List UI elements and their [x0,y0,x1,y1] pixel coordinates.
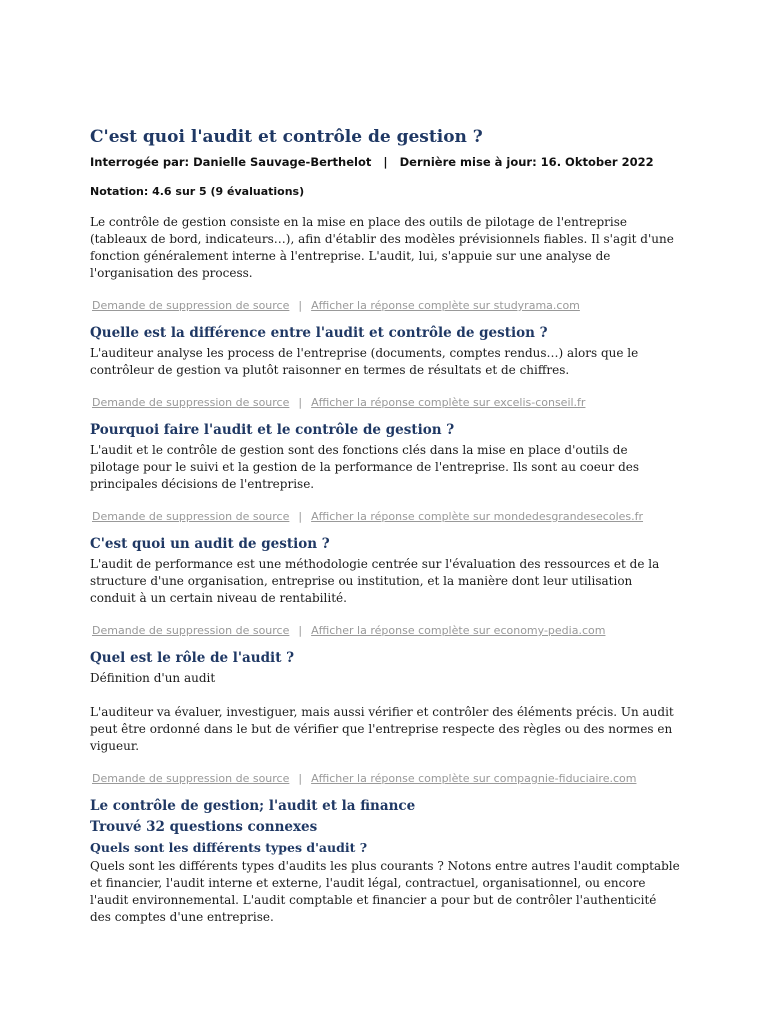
source-link[interactable]: Afficher la réponse complète sur economy-pedia.com [311,624,606,637]
remove-source-link[interactable]: Demande de suppression de source [92,624,290,637]
meta-line [90,154,680,170]
link-separator: | [298,624,303,637]
last-updated: Dernière mise à jour: 16. Oktober 2022 [399,155,654,169]
question-heading: Quel est le rôle de l'audit ? [90,650,295,666]
rating: Notation: 4.6 sur 5 (9 évaluations) [90,185,305,198]
link-separator: | [298,299,303,312]
answer-text: L'auditeur analyse les process de l'entreprise (documents, comptes rendus…) alors que le contrôleur de gestion va plutôt raisonner en termes de résultats et de chiffres. [90,346,639,377]
answer-text: Définition d'un audit [90,671,216,685]
link-separator: | [298,396,303,409]
page-title: C'est quoi l'audit et contrôle de gestion ? [90,127,483,147]
question-heading: Pourquoi faire l'audit et le contrôle de gestion ? [90,422,455,438]
related-section [90,797,680,926]
answer-text: L'auditeur va évaluer, investiguer, mais aussi vérifier et contrôler des éléments précis. Un audit peut être ordonné dans le but de vérifier que l'entreprise respecte des règles ou des normes en vigueur. [90,705,674,753]
question-heading: C'est quoi un audit de gestion ? [90,536,330,552]
source-link[interactable]: Afficher la réponse complète sur mondedesgrandesecoles.fr [311,510,644,523]
source-link[interactable]: Afficher la réponse complète sur compagnie-fiduciaire.com [311,772,637,785]
source-links [92,771,680,787]
remove-source-link[interactable]: Demande de suppression de source [92,396,290,409]
related-heading: Le contrôle de gestion; l'audit et la finance [90,798,416,814]
remove-source-link[interactable]: Demande de suppression de source [92,772,290,785]
document-page [90,126,680,926]
link-separator: | [298,510,303,523]
related-answer: Quels sont les différents types d'audits les plus courants ? Notons entre autres l'audit comptable et financier, l'audit interne et externe, l'audit légal, contractuel, organisationnel, ou encore l'audit environnemental. L'audit comptable et financier a pour but de contrôler l'authenticité des comptes d'une entreprise. [90,859,680,924]
answer-text: L'audit et le contrôle de gestion sont des fonctions clés dans la mise en place d'outils de pilotage pour le suivi et la gestion de la performance de l'entreprise. Ils sont au coeur des principales décisions de l'entreprise. [90,443,640,491]
answer-text: L'audit de performance est une méthodologie centrée sur l'évaluation des ressources et de la structure d'une organisation, entreprise ou institution, et la manière dont leur utilisation conduit à un certain niveau de rentabilité. [90,557,660,605]
source-links [92,623,680,639]
meta-separator: | [383,155,388,169]
intro-answer: Le contrôle de gestion consiste en la mise en place des outils de pilotage de l'entreprise (tableaux de bord, indicateurs…), afin d'établir des modèles prévisionnels fiables. Il s'agit d'une fonction généralement interne à l'entreprise. L'audit, lui, s'appuie sur une analyse de l'organisation des process. [90,215,674,280]
question-heading: Quelle est la différence entre l'audit et contrôle de gestion ? [90,325,548,341]
author: Interrogée par: Danielle Sauvage-Berthelot [90,155,372,169]
source-link[interactable]: Afficher la réponse complète sur studyrama.com [311,299,580,312]
source-links [92,509,680,525]
related-count: Trouvé 32 questions connexes [90,819,318,835]
source-links [92,395,680,411]
spacer [90,687,680,704]
source-links [92,298,680,314]
source-link[interactable]: Afficher la réponse complète sur excelis-conseil.fr [311,396,586,409]
remove-source-link[interactable]: Demande de suppression de source [92,510,290,523]
link-separator: | [298,772,303,785]
remove-source-link[interactable]: Demande de suppression de source [92,299,290,312]
related-question: Quels sont les différents types d'audit ? [90,840,368,855]
